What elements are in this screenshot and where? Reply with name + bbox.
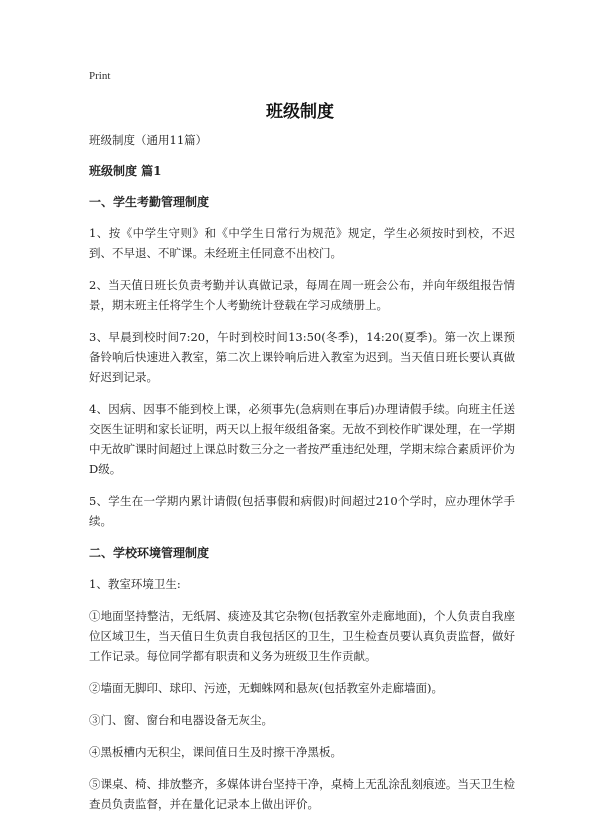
attendance-item: 1、按《中学生守则》和《中学生日常行为规范》规定，学生必须按时到校，不迟到、不早退、不旷课。未经班主任同意不出校门。 [89, 226, 515, 260]
page-title: 班级制度 [266, 102, 334, 122]
environment-item: ④黑板槽内无积尘，课间值日生及时擦干净黑板。 [89, 745, 342, 759]
attendance-item: 4、因病、因事不能到校上课，必须事先(急病则在事后)办理请假手续。向班主任送交医生证明和家长证明，两天以上报年级组备案。无故不到校作旷课处理，在一学期中无故旷课时间超过上课总时数三分之一者按严重违纪处理，学期末综合素质评价为D级。 [89, 402, 515, 476]
document-body [89, 130, 515, 826]
print-label: Print [89, 70, 111, 82]
section-heading-attendance: 一、学生考勤管理制度 [89, 195, 210, 209]
section-heading-environment: 二、学校环境管理制度 [89, 546, 210, 560]
attendance-item: 5、学生在一学期内累计请假(包括事假和病假)时间超过210个学时，应办理休学手续。 [89, 494, 515, 528]
attendance-item: 2、当天值日班长负责考勤并认真做记录，每周在周一班会公布，并向年级组报告情景，期末班主任将学生个人考勤统计登载在学习成绩册上。 [89, 278, 515, 312]
attendance-item: 3、早晨到校时间7:20，午时到校时间13:50(冬季)，14:20(夏季)。第一次上课预备铃响后快速进入教室，第二次上课铃响后进入教室为迟到。当天值日班长要认真做好迟到记录。 [89, 330, 515, 384]
environment-item: ①地面坚持整洁，无纸屑、痰迹及其它杂物(包括教室外走廊地面)，个人负责自我座位区域卫生，当天值日生负责自我包括区的卫生，卫生检查员要认真负责监督，做好工作记录。每位同学都有职责和义务为班级卫生作贡献。 [89, 609, 515, 663]
environment-item: ⑤课桌、椅、排放整齐，多媒体讲台坚持干净，桌椅上无乱涂乱刻痕迹。当天卫生检查员负责监督，并在量化记录本上做出评价。 [89, 777, 515, 811]
environment-item: ②墙面无脚印、球印、污迹，无蜘蛛网和悬灰(包括教室外走廊墙面)。 [89, 681, 443, 695]
environment-subheading: 1、教室环境卫生: [89, 577, 181, 591]
environment-item: ③门、窗、窗台和电器设备无灰尘。 [89, 713, 273, 727]
article-heading: 班级制度 篇1 [89, 164, 162, 178]
document-subtitle: 班级制度（通用11篇） [89, 133, 208, 147]
